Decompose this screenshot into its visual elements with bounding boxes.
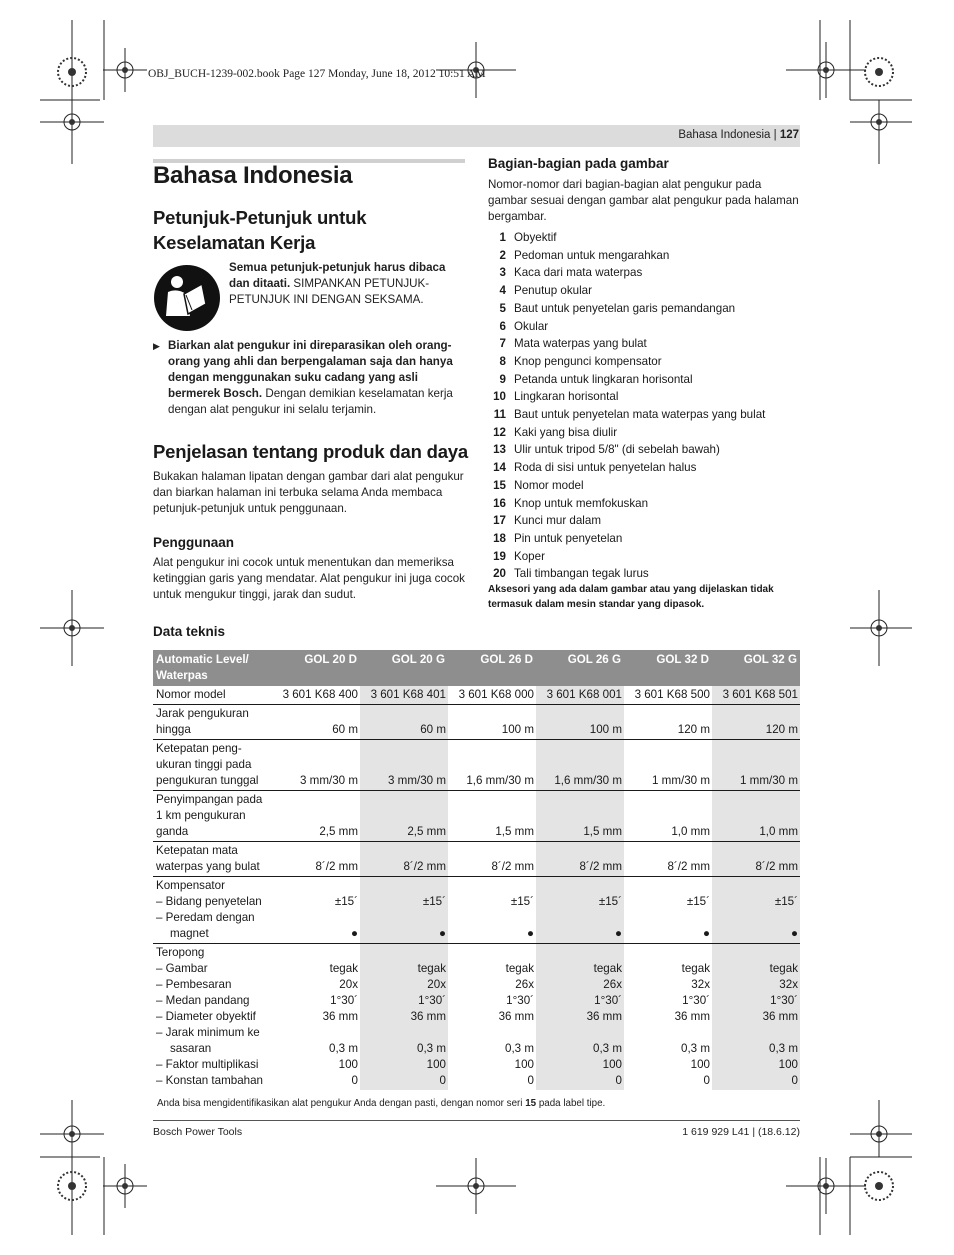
teropong-value: 100 (778, 1058, 798, 1071)
part-number: 5 (499, 301, 506, 315)
table-cell: 1,6 mm/30 m (536, 740, 624, 791)
list-item (488, 229, 557, 247)
table-cell: 3 601 K68 000 (448, 686, 536, 705)
teropong-value: 32x (691, 978, 710, 991)
teropong-value: 1°30´ (770, 994, 798, 1007)
magnet-dot-icon: ● (350, 927, 358, 940)
teropong-value: 20x (339, 978, 358, 991)
table-header-cell: Automatic Level/ Waterpas (153, 650, 272, 686)
safety-notice-bold: Semua petunjuk-petunjuk harus dibaca dan ditaati. (229, 261, 446, 290)
list-item (488, 441, 720, 459)
list-item (488, 424, 617, 442)
teropong-value: 26x (515, 978, 534, 991)
teropong-value: 0,3 m (593, 1042, 622, 1055)
teropong-value: tegak (681, 962, 710, 975)
part-number: 9 (499, 372, 506, 386)
table-footnote (157, 1098, 605, 1109)
list-item (488, 318, 548, 336)
table-row (153, 791, 800, 842)
table-cell (624, 944, 712, 1091)
table-cell (536, 877, 624, 944)
table-cell: 8´/2 mm (272, 842, 360, 877)
list-item (488, 459, 696, 477)
bullet-arrow-icon: ▶ (153, 341, 160, 351)
magnet-dot-icon: ● (438, 927, 446, 940)
footnote-ref: 15 (525, 1098, 537, 1109)
teropong-sub-label: – Pembesaran (156, 978, 232, 991)
teropong-value: 36 mm (410, 1010, 446, 1023)
table-cell: 3 601 K68 400 (272, 686, 360, 705)
teropong-sub-label: – Faktor multiplikasi (156, 1058, 259, 1071)
table-cell: 120 m (624, 705, 712, 740)
list-item (488, 548, 545, 566)
part-number: 15 (493, 478, 506, 492)
table-cell: 8´/2 mm (360, 842, 448, 877)
komp-range-value: ±15´ (510, 895, 534, 908)
part-label: Koper (514, 549, 545, 563)
part-label: Roda di sisi untuk penyetelan halus (514, 461, 697, 475)
table-header-cell: GOL 20 D (272, 650, 360, 686)
safety-heading: Petunjuk-Petunjuk untuk Keselamatan Kerja (153, 207, 367, 253)
tech-data-table (153, 650, 800, 1090)
read-manual-icon (153, 264, 221, 332)
table-cell: 60 m (360, 705, 448, 740)
table-cell: 60 m (272, 705, 360, 740)
teropong-value: 36 mm (586, 1010, 622, 1023)
part-label: Mata waterpas yang bulat (514, 337, 647, 351)
table-cell: 3 mm/30 m (360, 740, 448, 791)
table-header-cell: GOL 32 D (624, 650, 712, 686)
list-item (488, 300, 735, 318)
teropong-value: 100 (426, 1058, 446, 1071)
row-label: Ketepatan peng-ukuran tinggi pada pengukuran tunggal (153, 740, 272, 791)
teropong-value: tegak (417, 962, 446, 975)
tech-heading: Data teknis (153, 624, 226, 639)
table-cell: 120 m (712, 705, 800, 740)
part-label: Tali timbangan tegak lurus (514, 567, 649, 581)
teropong-value: 1°30´ (682, 994, 710, 1007)
teropong-sub-label: – Konstan tambahan (156, 1074, 263, 1087)
table-cell: 1,5 mm (536, 791, 624, 842)
part-label: Knop untuk memfokuskan (514, 496, 649, 510)
part-number: 4 (499, 284, 506, 298)
table-cell: 1,5 mm (448, 791, 536, 842)
part-number: 13 (493, 443, 506, 457)
komp-label: Kompensator (156, 879, 225, 892)
header-separator: | (773, 129, 777, 141)
teropong-label: Teropong (156, 946, 205, 959)
row-label: Ketepatan mata waterpas yang bulat (153, 842, 272, 877)
table-cell (272, 944, 360, 1091)
teropong-value: 0 (351, 1074, 358, 1087)
magnet-dot-icon: ● (790, 927, 798, 940)
product-heading: Penjelasan tentang produk dan daya (153, 441, 468, 462)
list-item (488, 406, 765, 424)
magnet-dot-icon: ● (614, 927, 622, 940)
table-header-cell: GOL 20 G (360, 650, 448, 686)
list-item (488, 530, 622, 548)
part-number: 2 (499, 248, 506, 262)
magnet-dot-icon: ● (702, 927, 710, 940)
table-cell: 2,5 mm (272, 791, 360, 842)
teropong-value: 0 (615, 1074, 622, 1087)
table-cell: 8´/2 mm (712, 842, 800, 877)
safety-notice (229, 260, 467, 308)
row-label: Penyimpangan pada 1 km pengukuran ganda (153, 791, 272, 842)
list-item (488, 264, 642, 282)
table-cell: 1 mm/30 m (712, 740, 800, 791)
teropong-value: tegak (769, 962, 798, 975)
page-title: Bahasa Indonesia (153, 162, 353, 189)
part-number: 16 (493, 496, 506, 510)
part-number: 18 (493, 531, 506, 545)
table-cell: 100 m (448, 705, 536, 740)
table-row (153, 944, 800, 1091)
teropong-value: 0 (527, 1074, 534, 1087)
table-cell (712, 944, 800, 1091)
table-cell: 2,5 mm (360, 791, 448, 842)
teropong-value: 26x (603, 978, 622, 991)
komp-range-value: ±15´ (598, 895, 622, 908)
part-number: 3 (499, 266, 506, 280)
komp-range-value: ±15´ (774, 895, 798, 908)
teropong-value: 0,3 m (505, 1042, 534, 1055)
row-label: Jarak pengukuran hingga (153, 705, 272, 740)
komp-range-value: ±15´ (422, 895, 446, 908)
part-number: 1 (499, 231, 506, 244)
parts-note: Aksesori yang ada dalam gambar atau yang dijelaskan tidak termasuk dalam mesin standar yang dipasok. (488, 584, 774, 610)
teropong-value: 20x (427, 978, 446, 991)
part-number: 10 (493, 390, 506, 404)
teropong-value: 100 (338, 1058, 358, 1071)
parts-intro: Nomor-nomor dari bagian-bagian alat pengukur pada gambar sesuai dengan gambar alat pengukur pada halaman bergambar. (488, 178, 799, 223)
row-label (153, 944, 272, 1091)
teropong-value: 1°30´ (418, 994, 446, 1007)
magnet-dot-icon: ● (526, 927, 534, 940)
usage-text: Alat pengukur ini cocok untuk menentukan dan memeriksa ketinggian garis yang mendatar. Alat pengukur ini juga cocok untuk mengukur tinggi, jarak dan sudut. (153, 556, 465, 601)
teropong-value: 1°30´ (594, 994, 622, 1007)
table-cell: 3 601 K68 001 (536, 686, 624, 705)
teropong-sub-label: – Gambar (156, 962, 208, 975)
teropong-value: 0,3 m (769, 1042, 798, 1055)
part-label: Nomor model (514, 478, 584, 492)
part-label: Petanda untuk lingkaran horisontal (514, 372, 693, 386)
table-cell (624, 877, 712, 944)
teropong-value: 0 (703, 1074, 710, 1087)
table-header-cell: GOL 26 D (448, 650, 536, 686)
running-header (678, 129, 799, 141)
komp-range-value: ±15´ (334, 895, 358, 908)
list-item (488, 388, 618, 406)
list-item (488, 335, 647, 353)
part-label: Lingkaran horisontal (514, 390, 619, 404)
teropong-value: 100 (514, 1058, 534, 1071)
table-row (153, 842, 800, 877)
teropong-value: tegak (329, 962, 358, 975)
komp-range-value: ±15´ (686, 895, 710, 908)
table-cell (360, 877, 448, 944)
table-cell: 1,0 mm (712, 791, 800, 842)
part-number: 8 (499, 354, 506, 368)
safety-bullet-bold: Biarkan alat pengukur ini direparasikan oleh orang-orang yang ahli dan berpengalaman saja dan hanya dengan menggunakan suku cadang yang asli bermerek Bosch. (168, 339, 453, 400)
parts-heading: Bagian-bagian pada gambar (488, 156, 669, 171)
part-number: 19 (493, 549, 506, 563)
part-label: Pedoman untuk mengarahkan (514, 248, 670, 262)
teropong-value: tegak (593, 962, 622, 975)
part-label: Kaki yang bisa diulir (514, 425, 618, 439)
part-number: 20 (493, 567, 506, 581)
table-cell: 8´/2 mm (536, 842, 624, 877)
part-label: Penutup okular (514, 284, 592, 298)
table-row (153, 686, 800, 705)
teropong-value: 0 (791, 1074, 798, 1087)
teropong-value: 1°30´ (506, 994, 534, 1007)
footer-rule (153, 1120, 800, 1121)
part-label: Knop pengunci kompensator (514, 354, 662, 368)
teropong-value: 0 (439, 1074, 446, 1087)
table-cell (536, 944, 624, 1091)
teropong-value: 36 mm (674, 1010, 710, 1023)
row-label: Nomor model (153, 686, 272, 705)
row-label (153, 877, 272, 944)
list-item (488, 565, 649, 583)
part-number: 17 (493, 514, 506, 528)
list-item (488, 477, 584, 495)
teropong-sub-label: – Diameter obyektif (156, 1010, 256, 1023)
teropong-sub-label: – Jarak minimum ke sasaran (156, 1026, 260, 1055)
table-cell: 1,6 mm/30 m (448, 740, 536, 791)
table-cell (448, 877, 536, 944)
list-item (488, 353, 662, 371)
footer-doc-number: 1 619 929 L41 | (18.6.12) (682, 1126, 800, 1138)
list-item (488, 495, 648, 513)
teropong-value: 0,3 m (329, 1042, 358, 1055)
footnote-text: Anda bisa mengidentifikasikan alat pengukur Anda dengan pasti, dengan nomor seri (157, 1098, 526, 1109)
table-cell: 3 601 K68 401 (360, 686, 448, 705)
teropong-value: 0,3 m (417, 1042, 446, 1055)
part-label: Ulir untuk tripod 5/8" (di sebelah bawah) (514, 443, 720, 457)
table-header-cell: GOL 26 G (536, 650, 624, 686)
table-cell (712, 877, 800, 944)
safety-bullet-rest: Dengan demikian keselamatan kerja dengan alat pengukur ini selalu terjamin. (168, 387, 453, 416)
part-label: Pin untuk penyetelan (514, 531, 623, 545)
teropong-value: 100 (690, 1058, 710, 1071)
table-cell: 3 mm/30 m (272, 740, 360, 791)
part-number: 14 (493, 461, 506, 475)
safety-notice-rest: SIMPANKAN PETUNJUK-PETUNJUK INI DENGAN SEKSAMA. (229, 277, 430, 306)
teropong-value: 36 mm (322, 1010, 358, 1023)
part-label: Kaca dari mata waterpas (514, 266, 643, 280)
header-section: Bahasa Indonesia (678, 129, 771, 141)
product-intro: Bukakan halaman lipatan dengan gambar dari alat pengukur dan biarkan halaman ini terbuka selama Anda membaca petunjuk-petunjuk untuk penggunaan. (153, 470, 464, 515)
part-label: Baut untuk penyetelan mata waterpas yang bulat (514, 408, 766, 421)
usage-heading: Penggunaan (153, 535, 235, 550)
table-header-row (153, 650, 800, 686)
part-label: Okular (514, 319, 549, 333)
table-cell (360, 944, 448, 1091)
teropong-value: 100 (602, 1058, 622, 1071)
table-cell: 3 601 K68 501 (712, 686, 800, 705)
table-cell: 3 601 K68 500 (624, 686, 712, 705)
table-cell (272, 877, 360, 944)
list-item (488, 247, 669, 265)
table-cell: 1,0 mm (624, 791, 712, 842)
table-cell: 8´/2 mm (448, 842, 536, 877)
table-cell: 1 mm/30 m (624, 740, 712, 791)
komp-sub-label: – Bidang penyetelan (156, 895, 262, 908)
teropong-value: 36 mm (762, 1010, 798, 1023)
teropong-value: 0,3 m (681, 1042, 710, 1055)
list-item (488, 512, 601, 530)
table-cell: 100 m (536, 705, 624, 740)
part-label: Baut untuk penyetelan garis pemandangan (514, 301, 736, 315)
teropong-sub-label: – Medan pandang (156, 994, 250, 1007)
table-cell: 8´/2 mm (624, 842, 712, 877)
part-number: 12 (493, 425, 506, 439)
print-info: OBJ_BUCH-1239-002.book Page 127 Monday, June 18, 2012 10:51 AM (148, 68, 486, 80)
part-number: 11 (493, 408, 506, 421)
table-row (153, 705, 800, 740)
table-header-cell: GOL 32 G (712, 650, 800, 686)
list-item (488, 371, 693, 389)
safety-bullet (168, 338, 466, 418)
table-row (153, 877, 800, 944)
page-number: 127 (779, 129, 799, 141)
table-row (153, 740, 800, 791)
footnote-text-end: pada label tipe. (536, 1098, 606, 1109)
part-label: Obyektif (514, 231, 557, 244)
teropong-value: 1°30´ (330, 994, 358, 1007)
teropong-value: 36 mm (498, 1010, 534, 1023)
teropong-value: tegak (505, 962, 534, 975)
part-number: 6 (499, 319, 506, 333)
teropong-value: 32x (779, 978, 798, 991)
part-number: 7 (499, 337, 506, 351)
komp-sub-label: – Peredam dengan magnet (156, 911, 255, 940)
table-cell (448, 944, 536, 1091)
footer-brand: Bosch Power Tools (153, 1126, 243, 1138)
list-item (488, 282, 592, 300)
part-label: Kunci mur dalam (514, 514, 601, 528)
